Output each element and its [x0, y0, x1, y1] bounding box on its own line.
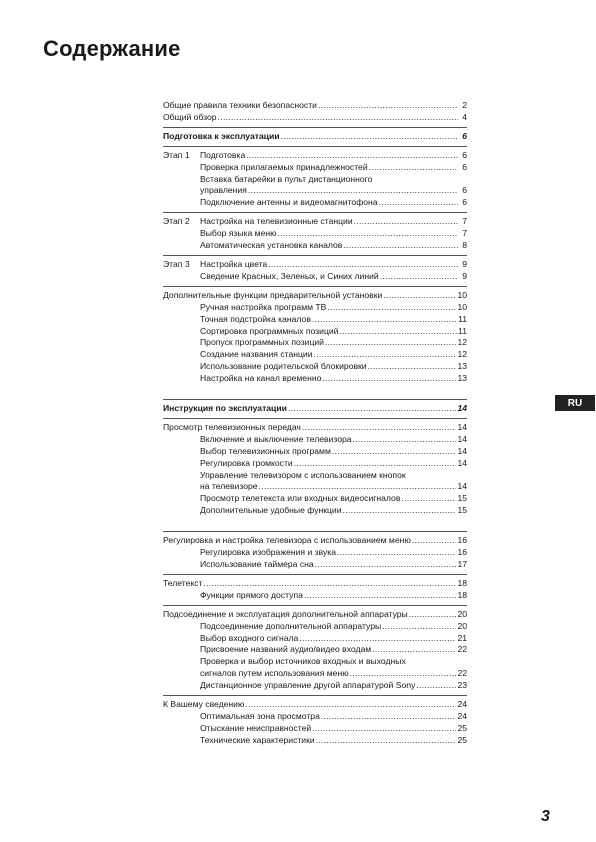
- toc-entry-title: Настройка цвета: [200, 258, 268, 269]
- toc-page-number: 24: [457, 710, 467, 721]
- page-title: Содержание: [43, 36, 181, 61]
- toc-page-number: 10: [457, 301, 467, 312]
- section-divider: [163, 605, 467, 606]
- toc-entry-title: Выбор входного сигнала: [200, 632, 299, 643]
- toc-step-label: Этап 2: [163, 216, 190, 227]
- toc-page-number: 10: [457, 289, 467, 300]
- toc-entry-title: Включение и выключение телевизора: [200, 433, 352, 444]
- dot-leader: [259, 481, 457, 493]
- toc-entry: [163, 668, 467, 680]
- toc-entry: [163, 609, 467, 621]
- toc-entry-title: Настройка на канал временно: [200, 373, 322, 384]
- toc-entry-title: Регулировка изображения и звука: [200, 547, 336, 558]
- toc-entry-title: Автоматическая установка каналов: [200, 240, 343, 251]
- toc-entry: [163, 735, 467, 747]
- section-divider: [163, 255, 467, 256]
- dot-leader: [294, 458, 457, 470]
- toc-entry-title: Общие правила техники безопасности: [163, 100, 317, 110]
- toc-page-number: 18: [457, 589, 467, 600]
- dot-leader: [316, 735, 457, 747]
- toc-entry: [163, 547, 467, 559]
- dot-leader: [318, 100, 458, 112]
- toc-page-number: 7: [462, 216, 467, 227]
- toc-page-number: 25: [457, 722, 467, 733]
- toc-step-label: Этап 1: [163, 149, 190, 160]
- toc-entry: [163, 240, 467, 252]
- toc-entry-title: Проверка и выбор источников входных и выходных: [200, 656, 406, 667]
- toc-entry-title: Регулировка громкости: [200, 457, 293, 468]
- toc-entry: [163, 481, 467, 493]
- toc-entry: [163, 644, 467, 656]
- toc-entry-title: Использование таймера сна: [200, 559, 314, 569]
- dot-leader: [379, 197, 458, 209]
- toc-entry: [163, 505, 467, 517]
- toc-entry: [163, 100, 467, 112]
- toc-entry-title: Телетекст: [163, 577, 203, 588]
- toc-page-number: 4: [462, 111, 467, 122]
- toc-page-number: 16: [457, 547, 467, 558]
- dot-leader: [322, 373, 456, 385]
- toc-entry: [163, 723, 467, 735]
- toc-entry: [163, 228, 467, 240]
- dot-leader: [343, 505, 457, 517]
- toc-entry-title: Дополнительные функции предварительной установки: [163, 289, 383, 300]
- section-gap: [163, 517, 467, 528]
- toc-page-number: 9: [462, 258, 467, 269]
- section-divider: [163, 695, 467, 696]
- dot-leader: [288, 403, 457, 415]
- toc-entry: [163, 633, 467, 645]
- dot-leader: [353, 434, 457, 446]
- toc-page-number: 14: [457, 481, 467, 492]
- toc-entry: [163, 131, 467, 143]
- toc-entry-title: на телевизоре: [200, 481, 258, 492]
- toc-entry: [163, 535, 467, 547]
- toc-page-number: 6: [462, 197, 467, 208]
- dot-leader: [416, 680, 456, 692]
- toc-page-number: 20: [457, 608, 467, 619]
- toc-entry-title: Отыскание неисправностей: [200, 722, 312, 733]
- toc-page-number: 2: [462, 100, 467, 110]
- dot-leader: [314, 349, 457, 361]
- section-divider: [163, 574, 467, 575]
- toc-page-number: 18: [457, 577, 467, 588]
- toc-entry: [163, 621, 467, 633]
- toc-entry: [163, 422, 467, 434]
- toc-page-number: 7: [462, 228, 467, 239]
- dot-leader: [350, 668, 457, 680]
- dot-leader: [339, 326, 457, 338]
- toc-page-number: 6: [462, 130, 467, 141]
- toc-entry: [163, 403, 467, 415]
- toc-entry: [163, 162, 467, 174]
- toc-entry-title: Выбор телевизионных программ: [200, 445, 331, 456]
- dot-leader: [315, 559, 457, 571]
- toc-entry: [163, 271, 467, 283]
- toc-entry: [163, 150, 467, 162]
- toc-page-number: 9: [462, 270, 467, 281]
- toc-page-number: 12: [457, 337, 467, 348]
- toc-page-number: 14: [457, 421, 467, 432]
- section-divider: [163, 127, 467, 128]
- dot-leader: [312, 723, 456, 735]
- dot-leader: [302, 422, 457, 434]
- toc-entry: [163, 185, 467, 197]
- toc-entry-title: Настройка на телевизионные станции: [200, 216, 353, 227]
- dot-leader: [332, 446, 457, 458]
- dot-leader: [412, 535, 457, 547]
- toc-entry: [163, 326, 467, 338]
- toc-page-number: 6: [462, 149, 467, 160]
- toc-entry: [163, 680, 467, 692]
- toc-entry: [163, 434, 467, 446]
- toc-page-number: 25: [457, 734, 467, 745]
- toc-page-number: 11: [458, 325, 467, 336]
- language-badge: RU: [555, 395, 595, 411]
- toc-entry-title: Сортировка программных позиций: [200, 325, 339, 336]
- toc-page-number: 16: [457, 535, 467, 546]
- toc-page-number: 14: [457, 433, 467, 444]
- dot-leader: [382, 621, 456, 633]
- toc-page-number: 13: [457, 361, 467, 372]
- toc-entry: [163, 349, 467, 361]
- section-divider: [163, 531, 467, 532]
- toc-page-number: 15: [457, 505, 467, 516]
- toc-entry-title: Подсоединение дополнительной аппаратуры: [200, 620, 382, 631]
- toc-entry: [163, 446, 467, 458]
- dot-leader: [368, 361, 457, 373]
- dot-leader: [354, 216, 458, 228]
- dot-leader: [304, 590, 457, 602]
- toc-entry-title: Технические характеристики: [200, 734, 315, 745]
- toc-entry-title: Инструкция по эксплуатации: [163, 403, 287, 414]
- section-gap: [163, 385, 467, 396]
- dot-leader: [372, 644, 456, 656]
- toc-entry: [163, 458, 467, 470]
- toc-entry: [163, 361, 467, 373]
- toc-page-number: 23: [457, 680, 467, 691]
- toc-entry-title: Проверка прилагаемых принадлежностей: [200, 161, 368, 172]
- dot-leader: [369, 162, 458, 174]
- dot-leader: [327, 302, 456, 314]
- toc-entry: [163, 493, 467, 505]
- toc-entry-title: Просмотр телетекста или входных видеосигналов: [200, 493, 401, 504]
- toc-page-number: 14: [457, 457, 467, 468]
- section-divider: [163, 418, 467, 419]
- dot-leader: [278, 228, 458, 240]
- toc-entry-title: Дополнительные удобные функции: [200, 505, 342, 516]
- dot-leader: [380, 271, 458, 283]
- toc-entry: [163, 259, 467, 271]
- dot-leader: [245, 699, 456, 711]
- dot-leader: [321, 711, 457, 723]
- toc-page-number: 22: [457, 644, 467, 655]
- toc-page-number: 11: [458, 313, 467, 324]
- section-divider: [163, 212, 467, 213]
- toc-entry-title: Регулировка и настройка телевизора с использованием меню: [163, 535, 411, 546]
- toc-entry: [163, 699, 467, 711]
- toc-entry-title: управления: [200, 185, 247, 196]
- dot-leader: [312, 314, 457, 326]
- toc-page-number: 22: [457, 668, 467, 679]
- toc-entry-title: Точная подстройка каналов: [200, 313, 311, 324]
- toc-page-number: 14: [457, 445, 467, 456]
- dot-leader: [248, 185, 458, 197]
- toc-step-label: Этап 3: [163, 258, 190, 269]
- toc-entry-title: Оптимальная зона просмотра: [200, 710, 320, 721]
- section-divider: [163, 146, 467, 147]
- toc-entry-title: Просмотр телевизионных передач: [163, 421, 301, 432]
- toc-page-number: 12: [457, 349, 467, 360]
- toc-entry: [163, 197, 467, 209]
- dot-leader: [203, 578, 456, 590]
- toc-page-number: 21: [457, 632, 467, 643]
- dot-leader: [343, 240, 458, 252]
- dot-leader: [268, 259, 458, 271]
- toc-entry-title: Общий обзор: [163, 111, 217, 122]
- toc-entry: [163, 290, 467, 302]
- toc-entry: [163, 711, 467, 723]
- dot-leader: [218, 112, 458, 124]
- toc-entry: [163, 373, 467, 385]
- toc-entry: [163, 559, 467, 571]
- toc-entry-title: Подготовка к эксплуатации: [163, 130, 280, 141]
- toc-page-number: 8: [462, 240, 467, 251]
- toc-page-number: 6: [462, 161, 467, 172]
- toc-entry: [163, 337, 467, 349]
- toc-entry-title: Присвоение названий аудио/видео входам: [200, 644, 372, 655]
- toc-entry-title: Выбор языка меню: [200, 228, 277, 239]
- toc-entry-title: Сведение Красных, Зеленых, и Синих линий: [200, 270, 379, 281]
- toc-entry: [163, 314, 467, 326]
- toc-entry-title: Использование родительской блокировки: [200, 361, 367, 372]
- toc-page-number: 6: [462, 185, 467, 196]
- toc-entry-title: Подготовка: [200, 149, 246, 160]
- toc-entry: [163, 174, 467, 186]
- section-divider: [163, 286, 467, 287]
- toc-entry-title: Подключение антенны и видеомагнитофона: [200, 197, 378, 208]
- toc-entry-title: Функции прямого доступа: [200, 589, 303, 600]
- toc-entry-title: Создание названия станции: [200, 349, 313, 360]
- toc-entry-title: Пропуск программных позиций: [200, 337, 324, 348]
- toc-entry: [163, 112, 467, 124]
- dot-leader: [401, 493, 456, 505]
- toc-entry-title: Дистанционное управление другой аппаратурой Sony: [200, 680, 416, 691]
- toc-entry: [163, 216, 467, 228]
- dot-leader: [383, 290, 456, 302]
- toc-entry: [163, 590, 467, 602]
- toc-entry-title: Подсоединение и эксплуатация дополнительной аппаратуры: [163, 608, 408, 619]
- dot-leader: [409, 609, 457, 621]
- dot-leader: [337, 547, 456, 559]
- dot-leader: [246, 150, 458, 162]
- toc-entry-title: сигналов путем использования меню: [200, 668, 349, 679]
- toc-entry-title: К Вашему сведению: [163, 699, 245, 710]
- toc-page-number: 15: [457, 493, 467, 504]
- toc-entry-title: Управление телевизором с использованием кнопок: [200, 469, 406, 480]
- table-of-contents: [163, 100, 467, 747]
- toc-page-number: 13: [457, 373, 467, 384]
- toc-entry: [163, 578, 467, 590]
- toc-page-number: 20: [457, 620, 467, 631]
- toc-entry-title: Ручная настройка программ ТВ: [200, 301, 327, 312]
- toc-entry: [163, 656, 467, 668]
- toc-entry-title: Вставка батарейки в пульт дистанционного: [200, 173, 373, 184]
- toc-entry: [163, 470, 467, 482]
- toc-page-number: 17: [457, 559, 467, 569]
- section-divider: [163, 399, 467, 400]
- toc-page-number: 14: [457, 403, 467, 414]
- dot-leader: [325, 337, 456, 349]
- dot-leader: [281, 131, 458, 143]
- dot-leader: [299, 633, 456, 645]
- toc-page-number: 24: [457, 699, 467, 710]
- toc-entry: [163, 302, 467, 314]
- page-number: 3: [541, 808, 550, 825]
